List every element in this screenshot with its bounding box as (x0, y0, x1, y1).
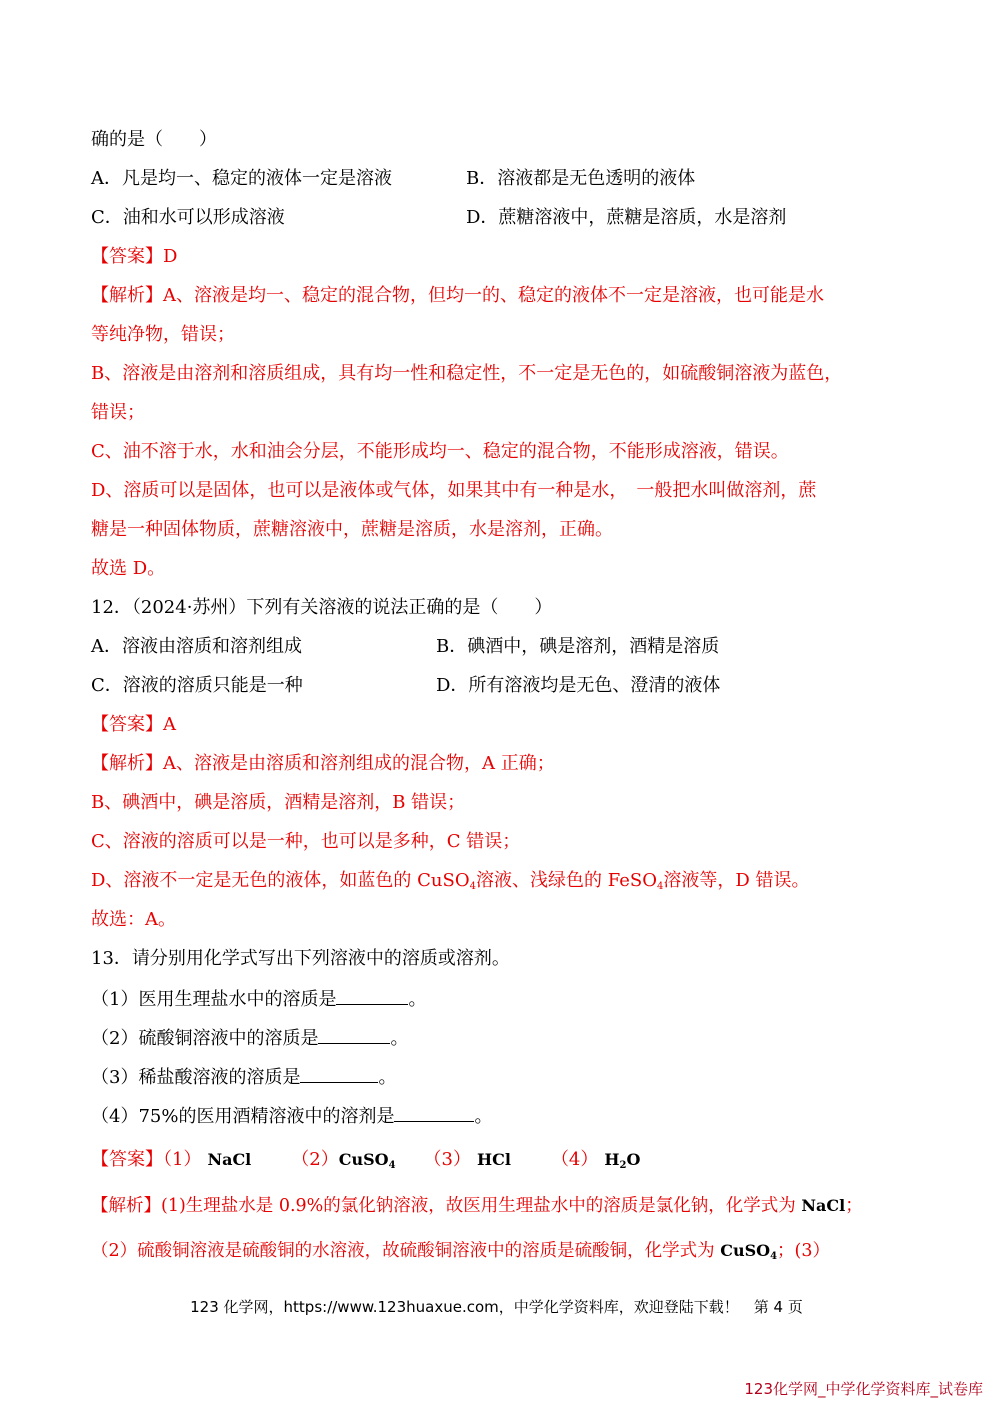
part-text: （2）硫酸铜溶液中的溶质是 (91, 1028, 319, 1049)
q11-analysis-line: 【解析】A、溶液是均一、稳定的混合物，但均一的、稳定的液体不一定是溶液，也可能是水 (91, 285, 824, 306)
analysis-text: 溶液、浅绿色的 FeSO (475, 870, 657, 891)
q12-analysis-line: C、溶液的溶质可以是一种，也可以是多种，C 错误； (91, 831, 521, 852)
analysis-text: （2）硫酸铜溶液是硫酸铜的水溶液，故硫酸铜溶液中的溶质是硫酸铜，化学式为 (91, 1241, 721, 1261)
answer-label: 【答案】 (91, 1149, 163, 1170)
q11-analysis-line: 错误； (91, 402, 145, 423)
q12-choice: 故选：A。 (91, 909, 176, 930)
q11-option-a: A．凡是均一、稳定的液体一定是溶液 (91, 168, 392, 189)
q13-analysis-line (91, 1194, 863, 1218)
page-footer: 123 化学网，https://www.123huaxue.com，中学化学资料库，欢迎登陆下载！ 第 4 页 (190, 1298, 803, 1316)
q12-option-b: B．碘酒中，碘是溶剂，酒精是溶质 (436, 636, 720, 657)
answer-number: （3） (423, 1149, 471, 1170)
analysis-text: ； (845, 1196, 863, 1216)
site-watermark: 123化学网_中学化学资料库_试卷库 (744, 1380, 983, 1398)
q12-answer: 【答案】A (91, 714, 176, 735)
subscript: 4 (388, 1160, 396, 1171)
q11-answer: 【答案】D (91, 246, 178, 267)
answer-number: （4） (550, 1149, 599, 1170)
period: 。 (474, 1106, 493, 1127)
analysis-text: 溶液等，D 错误。 (663, 870, 810, 891)
q11-option-row-2 (91, 206, 787, 230)
answer-number: （1） (163, 1149, 202, 1170)
formula: CuSO (720, 1241, 771, 1260)
subscript: 2 (619, 1160, 627, 1171)
part-text: （1）医用生理盐水中的溶质是 (91, 989, 337, 1010)
q12-analysis-line (91, 869, 809, 893)
q13-answer (91, 1148, 640, 1172)
q12-option-c: C．溶液的溶质只能是一种 (91, 675, 303, 696)
answer-blank[interactable] (318, 1025, 390, 1044)
q11-choice: 故选 D。 (91, 558, 166, 579)
q11-option-row-1 (91, 167, 696, 191)
q11-option-c: C．油和水可以形成溶液 (91, 207, 285, 228)
period: 。 (390, 1028, 409, 1049)
analysis-text: 【解析】(1)生理盐水是 0.9%的氯化钠溶液，故医用生理盐水中的溶质是氯化钠，化学式为 (91, 1196, 802, 1216)
formula: NaCl (207, 1150, 252, 1169)
q12-option-row-2 (91, 674, 721, 698)
part-text: （4）75%的医用酒精溶液中的溶剂是 (91, 1106, 395, 1127)
subscript: 4 (469, 881, 476, 892)
q11-stem-tail: 确的是（ ） (91, 129, 217, 150)
q13-part-1 (91, 986, 426, 1012)
formula: CuSO (338, 1150, 389, 1169)
q12-option-row-1 (91, 635, 720, 659)
q11-analysis-line: C、油不溶于水，水和油会分层，不能形成均一、稳定的混合物，不能形成溶液，错误。 (91, 441, 789, 462)
answer-blank[interactable] (300, 1064, 378, 1083)
q13-part-3 (91, 1064, 396, 1090)
part-text: （3）稀盐酸溶液的溶质是 (91, 1067, 301, 1088)
subscript: 4 (770, 1251, 778, 1262)
subscript: 4 (656, 881, 664, 892)
q12-analysis-line: B、碘酒中，碘是溶质，酒精是溶剂，B 错误； (91, 792, 466, 813)
q12-option-a: A．溶液由溶质和溶剂组成 (91, 636, 302, 657)
formula: O (626, 1150, 641, 1169)
q12-analysis-line: 【解析】A、溶液是由溶质和溶剂组成的混合物，A 正确； (91, 753, 555, 774)
q13-analysis-line (91, 1239, 830, 1263)
q11-option-b: B．溶液都是无色透明的液体 (466, 168, 696, 189)
q13-part-4 (91, 1103, 492, 1129)
answer-blank[interactable] (394, 1103, 474, 1122)
analysis-text: D、溶液不一定是无色的液体，如蓝色的 CuSO (91, 870, 470, 891)
period: 。 (378, 1067, 397, 1088)
q12-option-d: D．所有溶液均是无色、澄清的液体 (436, 675, 721, 696)
answer-number: （2） (291, 1149, 339, 1170)
formula: H (604, 1150, 620, 1169)
answer-blank[interactable] (336, 986, 408, 1005)
analysis-text: ；(3） (777, 1241, 830, 1261)
formula: HCl (477, 1150, 511, 1169)
q12-stem: 12．（2024·苏州）下列有关溶液的说法正确的是（ ） (91, 597, 553, 618)
q11-analysis-line: D、溶质可以是固体，也可以是液体或气体，如果其中有一种是水， 一般把水叫做溶剂，蔗 (91, 480, 817, 501)
q13-part-2 (91, 1025, 408, 1051)
formula: NaCl (801, 1196, 846, 1215)
period: 。 (408, 989, 427, 1010)
q11-analysis-line: 等纯净物，错误； (91, 324, 235, 345)
q13-stem: 13．请分别用化学式写出下列溶液中的溶质或溶剂。 (91, 948, 510, 969)
q11-analysis-line: B、溶液是由溶剂和溶质组成，具有均一性和稳定性，不一定是无色的，如硫酸铜溶液为蓝色， (91, 363, 843, 384)
q11-analysis-line: 糖是一种固体物质，蔗糖溶液中，蔗糖是溶质，水是溶剂，正确。 (91, 519, 613, 540)
q11-option-d: D．蔗糖溶液中，蔗糖是溶质，水是溶剂 (466, 207, 787, 228)
